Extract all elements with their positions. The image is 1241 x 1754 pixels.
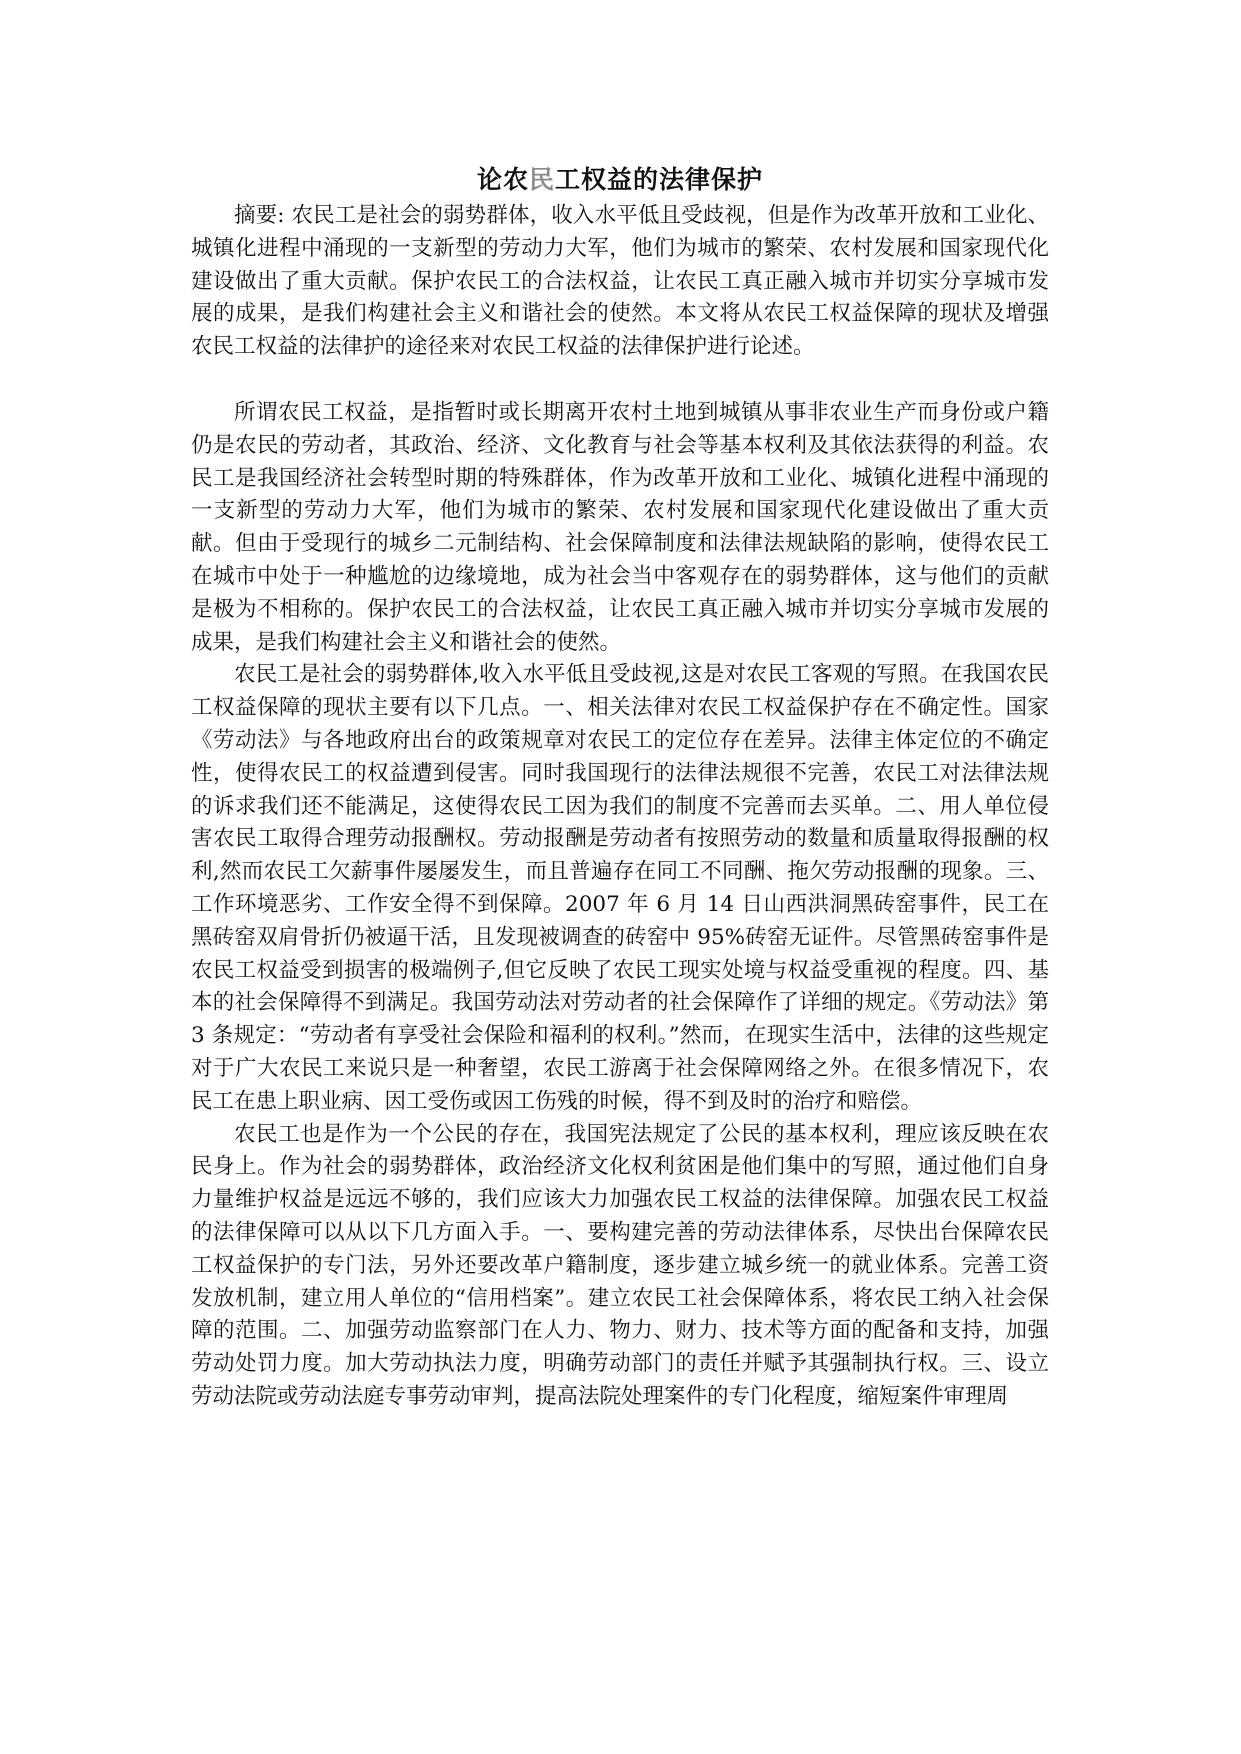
body-paragraph-current-status: 农民工是社会的弱势群体,收入水平低且受歧视,这是对农民工客观的写照。在我国农民工权益保障的现状主要有以下几点。一、相关法律对农民工权益保护存在不确定性。国家《劳动法》与各地政府出台的政策规章对农民工的定位存在差异。法律主体定位的不确定性，使得农民工的权益遭到侵害。同时我国现行的法律法规很不完善，农民工对法律法规的诉求我们还不能满足，这使得农民工因为我们的制度不完善而去买单。二、用人单位侵害农民工取得合理劳动报酬权。劳动报酬是劳动者有按照劳动的数量和质量取得报酬的权利,然而农民工欠薪事件屡屡发生，而且普遍存在同工不同酬、拖欠劳动报酬的现象。三、工作环境恶劣、工作安全得不到保障。2007 年 6 月 14 日山西洪洞黑砖窑事件，民工在黑砖窑双肩骨折仍被逼干活，且发现被调查的砖窑中 95%砖窑无证件。尽管黑砖窑事件是农民工权益受到损害的极端例子,但它反映了农民工现实处境与权益受重视的程度。四、基本的社会保障得不到满足。我国劳动法对劳动者的社会保障作了详细的规定。《劳动法》第 3 条规定：“劳动者有享受社会保险和福利的权利。”然而，在现实生活中，法律的这些规定对于广大农民工来说只是一种奢望，农民工游离于社会保障网络之外。在很多情况下，农民工在患上职业病、因工受伤或因工伤残的时候，得不到及时的治疗和赔偿。 [191,662,1049,1114]
body-paragraph-definition: 所谓农民工权益，是指暂时或长期离开农村土地到城镇从事非农业生产而身份或户籍仍是农民的劳动者，其政治、经济、文化教育与社会等基本权利及其依法获得的利益。农民工是我国经济社会转型时期的特殊群体，作为改革开放和工业化、城镇化进程中涌现的一支新型的劳动力大军，他们为城市的繁荣、农村发展和国家现代化建设做出了重大贡献。但由于受现行的城乡二元制结构、社会保障制度和法律法规缺陷的影响，使得农民工在城市中处于一种尴尬的边缘境地，成为社会当中客观存在的弱势群体，这与他们的贡献是极为不相称的。保护农民工的合法权益，让农民工真正融入城市并切实分享城市发展的成果，是我们构建社会主义和谐社会的使然。 [191,399,1049,655]
paragraph-gap [191,364,1049,397]
document-body [191,160,1049,1414]
page-title [191,160,1049,200]
title-accent-char: 民 [528,165,555,194]
title-part2: 工权益的法律保护 [555,165,764,194]
body-paragraph-legal-protection: 农民工也是作为一个公民的存在，我国宪法规定了公民的基本权利，理应该反映在农民身上。作为社会的弱势群体，政治经济文化权利贫困是他们集中的写照，通过他们自身力量维护权益是远远不够的，我们应该大力加强农民工权益的法律保障。加强农民工权益的法律保障可以从以下几方面入手。一、要构建完善的劳动法律体系，尽快出台保障农民工权益保护的专门法，另外还要改革户籍制度，逐步建立城乡统一的就业体系。完善工资发放机制，建立用人单位的“信用档案”。建立农民工社会保障体系，将农民工纳入社会保障的范围。二、加强劳动监察部门在人力、物力、财力、技术等方面的配备和支持，加强劳动处罚力度。加大劳动执法力度，明确劳动部门的责任并赋予其强制执行权。三、设立劳动法院或劳动法庭专事劳动审判，提高法院处理案件的专门化程度，缩短案件审理周 [191,1121,1049,1409]
abstract-paragraph: 摘要: 农民工是社会的弱势群体，收入水平低且受歧视，但是作为改革开放和工业化、城镇化进程中涌现的一支新型的劳动力大军，他们为城市的繁荣、农村发展和国家现代化建设做出了重大贡献。保护农民工的合法权益，让农民工真正融入城市并切实分享城市发展的成果，是我们构建社会主义和谐社会的使然。本文将从农民工权益保障的现状及增强农民工权益的法律护的途径来对农民工权益的法律保护进行论述。 [191,203,1049,360]
title-part1: 论农 [476,165,529,194]
